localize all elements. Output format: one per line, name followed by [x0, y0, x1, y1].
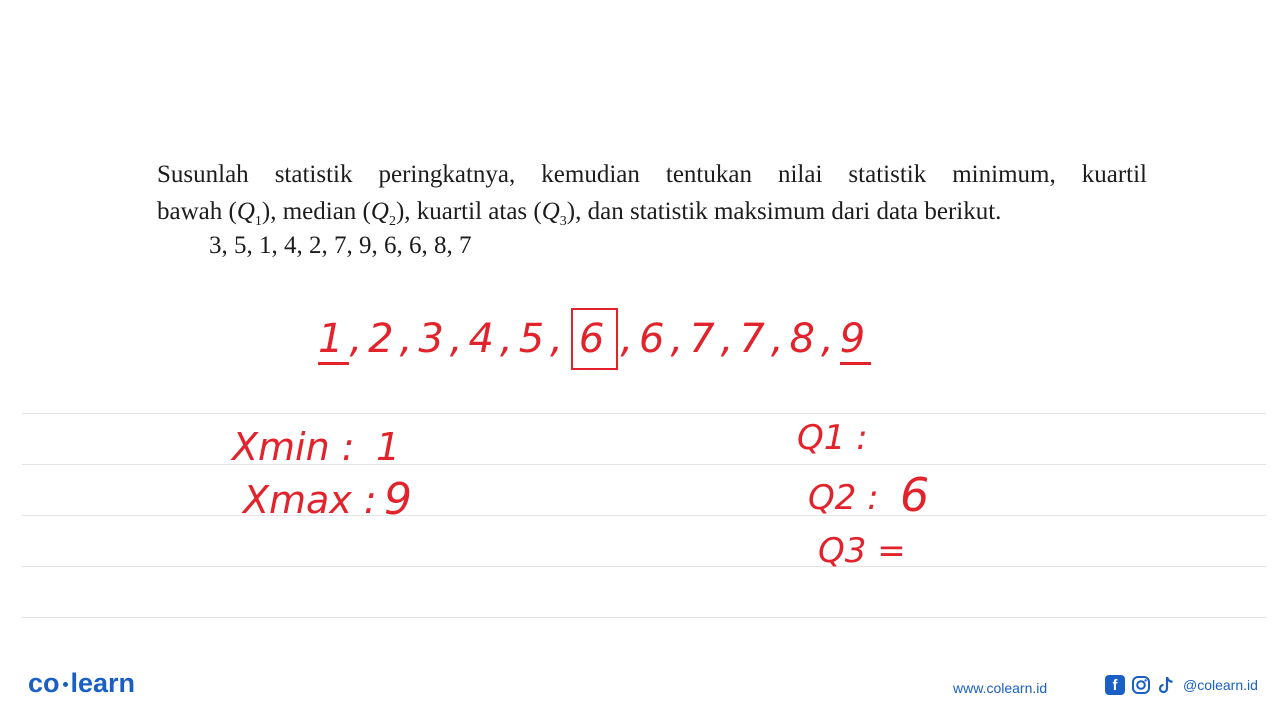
problem-text: bawah ( — [157, 198, 237, 225]
q1-symbol: Q — [236, 198, 255, 225]
q1-subscript: 1 — [254, 214, 262, 229]
xmin-value: 1 — [376, 425, 401, 469]
social-handle: @colearn.id — [1183, 677, 1258, 693]
xmin-label: Xmin : — [232, 425, 355, 469]
q3-symbol: Q — [541, 198, 560, 225]
problem-text: ), median ( — [261, 198, 371, 225]
sorted-separator: , — [349, 316, 369, 362]
logo-dot — [63, 682, 68, 687]
instagram-icon[interactable] — [1131, 675, 1151, 695]
tiktok-icon[interactable] — [1157, 675, 1175, 695]
sorted-value: 7 — [739, 316, 771, 362]
sorted-separator: , — [620, 316, 640, 362]
sorted-data-handwritten — [318, 308, 871, 370]
sorted-value: 2 — [368, 316, 400, 362]
sorted-value-median: 6 — [571, 308, 618, 370]
website-link[interactable]: www.colearn.id — [953, 680, 1048, 696]
q2-symbol: Q — [370, 198, 389, 225]
sorted-value: 7 — [689, 316, 721, 362]
xmax-label: Xmax : — [243, 478, 377, 522]
ruled-line — [22, 515, 1266, 516]
sorted-separator: , — [399, 316, 419, 362]
ruled-line — [22, 413, 1266, 414]
problem-text: ), dan statistik maksimum dari data berikut. — [566, 198, 1002, 225]
sorted-value-max: 9 — [840, 316, 871, 365]
q1-label-handwritten: Q1 : — [797, 418, 868, 458]
sorted-value: 4 — [468, 316, 500, 362]
q2-value-handwritten: 6 — [900, 468, 930, 522]
q3-subscript: 3 — [559, 214, 567, 229]
q3-label-handwritten: Q3 = — [818, 531, 906, 571]
sorted-value: 8 — [789, 316, 821, 362]
sorted-separator: , — [770, 316, 790, 362]
sorted-separator: , — [499, 316, 519, 362]
q2-label-handwritten: Q2 : — [808, 478, 879, 518]
ruled-line — [22, 464, 1266, 465]
sorted-value: 6 — [639, 316, 671, 362]
colearn-logo — [28, 668, 135, 699]
facebook-icon[interactable]: f — [1105, 675, 1125, 695]
ruled-line — [22, 566, 1266, 567]
sorted-separator: , — [449, 316, 469, 362]
ruled-line — [22, 617, 1266, 618]
sorted-value: 5 — [518, 316, 551, 362]
data-values: 3, 5, 1, 4, 2, 7, 9, 6, 6, 8, 7 — [209, 232, 472, 259]
problem-text: ), kuartil atas ( — [395, 198, 542, 225]
problem-line-2 — [157, 193, 1147, 230]
sorted-separator: , — [550, 316, 569, 362]
sorted-separator: , — [720, 316, 740, 362]
problem-line-1: Susunlah statistik peringkatnya, kemudian tentukan nilai statistik minimum, kuartil — [157, 161, 1147, 188]
problem-statement — [157, 156, 1147, 262]
logo-part-co: co — [28, 668, 60, 698]
q2-subscript: 2 — [388, 214, 396, 229]
logo-part-learn: learn — [70, 668, 136, 698]
social-links — [1105, 675, 1258, 695]
sorted-value: 3 — [418, 316, 450, 362]
sorted-value-min: 1 — [318, 316, 349, 365]
sorted-separator: , — [821, 316, 840, 362]
sorted-separator: , — [670, 316, 690, 362]
xmax-value: 9 — [384, 474, 412, 525]
